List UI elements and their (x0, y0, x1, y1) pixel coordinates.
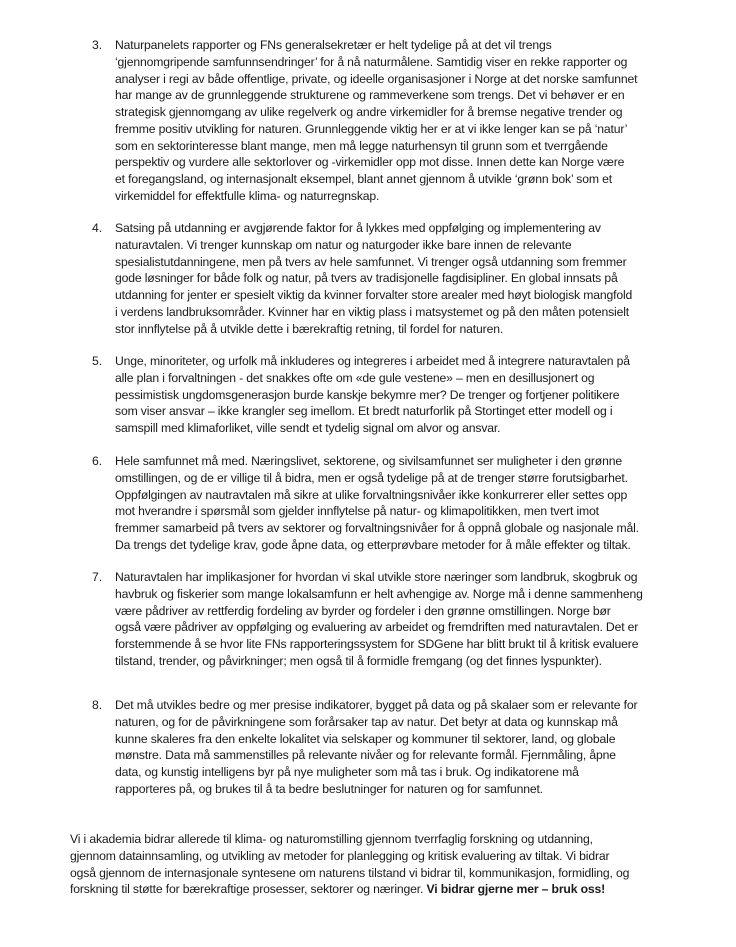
text-line: Oppfølgingen av nautravtalen må sikre at ulike forvaltningsnivåer ikke konkurrerer eller settes opp (115, 487, 628, 502)
text-line: Vi i akademia bidrar allerede til klima- og naturomstilling gjennom tverrfaglig forskning og utdanning, (70, 832, 593, 846)
text-line: mot hverandre i spørsmål som gjelder innflytelse på natur- og klimapolitikken, men tvert imot (115, 504, 599, 519)
text-line: gode løsninger for både folk og natur, på tvers av tradisjonelle fagdisipliner. En global innsats på (115, 271, 618, 286)
list-number: 6. (92, 454, 103, 468)
text-line: spesialistutdanningene, men på tvers av hele samfunnet. Vi trenger også utdanning som fremmer (115, 254, 627, 269)
closing-callout: Vi bidrar gjerne mer – bruk oss! (426, 882, 606, 897)
list-item-text (115, 453, 695, 554)
closing-paragraph (70, 831, 690, 898)
text-line: Naturpanelets rapporter og FNs generalsekretær er helt tydelige på at det vil trengs (115, 38, 552, 52)
list-number: 8. (92, 698, 103, 712)
text-line: mønstre. Data må sammenstilles på relevante nivåer og for relevante formål. Fjernmåling, åpne (115, 748, 616, 763)
text-line: omstillingen, og de er villige til å bidra, men er også tydelige på at de trenger større forutsigbarhet. (115, 470, 628, 485)
list-number: 5. (92, 354, 103, 368)
text-line: være pådriver av rettferdig fordeling av byrder og fordeler i den grønne omstillingen. Norge bør (115, 603, 611, 618)
text-line: ‘gjennomgripende samfunnsendringer’ for å nå naturmålene. Samtidig viser en rekke rapporter og (115, 54, 628, 69)
text-line: data, og kunstig intelligens byr på nye muligheter som må tas i bruk. Og indikatorene må (115, 765, 579, 779)
text-line: også være pådriver av oppfølging og evaluering av arbeidet og fremdriften med naturavtalen. Det er (115, 620, 639, 635)
list-item-text (115, 569, 695, 670)
closing-text: forskning til støtte for bærekraftige prosesser, sektorer og næringer. (70, 882, 427, 897)
list-item-text (115, 220, 695, 337)
text-line: samspill med klimaforliket, ville sendt et tydelig signal om alvor og ansvar. (115, 421, 501, 435)
list-number: 7. (92, 570, 103, 584)
text-line: perspektiv og vurdere alle sektorlover og -virkemidler opp mot disse. Innen dette kan Norge være (115, 155, 625, 170)
text-line: analyser i regi av både offentlige, private, og ideelle organisasjoner i Norge at det norske samfunnet (115, 71, 638, 86)
text-line: fremme positiv utvikling for naturen. Grunnleggende viktig her er at vi ikke lenger kan se på ‘natur’ (115, 121, 628, 136)
text-line: gjennom datainnsamling, og utvikling av metoder for planlegging og kritisk evaluering av tiltak. Vi bidrar (70, 848, 610, 863)
list-item-text (115, 697, 695, 798)
text-line: pessimistisk ungdomsgenerasjon burde kanskje bekymre mer? De trenger og fortjener politikere (115, 387, 620, 402)
text-line: tilstand, trender, og påvirkninger; men også til å formidle fremgang (og det finnes lyspunkter). (115, 653, 602, 668)
text-line: havbruk og fiskerier som mange lokalsamfunn er helt avhengige av. Norge må i denne sammenheng (115, 586, 643, 601)
text-line: har mange av de grunnleggende strukturene og rammeverkene som trengs. Det vi behøver er en (115, 88, 625, 103)
text-line: virkemiddel for effektfulle klima- og naturregnskap. (115, 188, 380, 203)
list-number: 4. (92, 221, 103, 235)
text-line: Satsing på utdanning er avgjørende faktor for å lykkes med oppfølging og implementering av (115, 221, 601, 235)
text-line: strategisk gjennomgang av ulike regelverk og andre virkemidler for å bremse negative trender og (115, 105, 623, 119)
text-line: utdanning for jenter er spesielt viktig da kvinner forvalter store arealer med høyt biologisk mangfold (115, 288, 633, 302)
list-item-text (115, 353, 695, 437)
text-line: stor innflytelse på å utvikle dette i bærekraftig retning, til fordel for naturen. (115, 321, 504, 336)
text-line: et foregangsland, og internasjonalt eksempel, blant annet gjennom å utvikle ‘grønn bok’ som et (115, 172, 612, 186)
list-item-text (115, 37, 695, 205)
text-line: kunne skaleres fra den enkelte lokalitet via selskaper og kommuner til sektorer, land, og globale (115, 731, 616, 746)
text-line: Det må utvikles bedre og mer presise indikatorer, bygget på data og på skalaer som er relevante for (115, 698, 638, 712)
text-line: i verdens landbruksområder. Kvinner har en viktig plass i matsystemet og på den måten potensielt (115, 304, 630, 319)
text-line: naturen, og for de påvirkningene som forårsaker tap av natur. Det betyr at data og kunnskap må (115, 714, 618, 729)
list-number: 3. (92, 38, 103, 52)
text-line: Hele samfunnet må med. Næringslivet, sektorene, og sivilsamfunnet ser muligheter i den grønne (115, 454, 622, 468)
text-line: alle plan i forvaltningen - det snakkes ofte om «de gule vestene» – men en desillusjonert og (115, 370, 595, 385)
text-line: fremmer samarbeid på tvers av sektorer og forvaltningsnivåer for å oppnå globale og nasjonale mål. (115, 521, 639, 535)
text-line: naturavtalen. Vi trenger kunnskap om natur og naturgoder ikke bare innen de relevante (115, 237, 572, 252)
text-line: som en sektorinteresse blant mange, men må legge naturhensyn til grunn som et tverrgående (115, 138, 608, 153)
text-line: Unge, minoriteter, og urfolk må inkluderes og integreres i arbeidet med å integrere naturavtalen på (115, 354, 630, 368)
text-line: rapporteres på, og brukes til å ta bedre beslutninger for naturen og for samfunnet. (115, 781, 543, 796)
text-line: Da trengs det tydelige krav, gode åpne data, og etterprøvbare metoder for å måle effekter og tiltak. (115, 537, 631, 552)
text-line: også gjennom de internasjonale syntesene om naturens tilstand vi bidrar til, kommunikasjon, formidling, og (70, 865, 630, 880)
text-line: forstemmende å se hvor lite FNs rapporteringssystem for SDGene har blitt brukt til å kritisk evaluere (115, 637, 639, 651)
text-line (70, 881, 690, 898)
text-line: som viser ansvar – ikke krangler seg imellom. Et bredt naturforlik på Stortinget etter modell og i (115, 404, 613, 419)
text-line: Naturavtalen har implikasjoner for hvordan vi skal utvikle store næringer som landbruk, skogbruk og (115, 570, 638, 584)
